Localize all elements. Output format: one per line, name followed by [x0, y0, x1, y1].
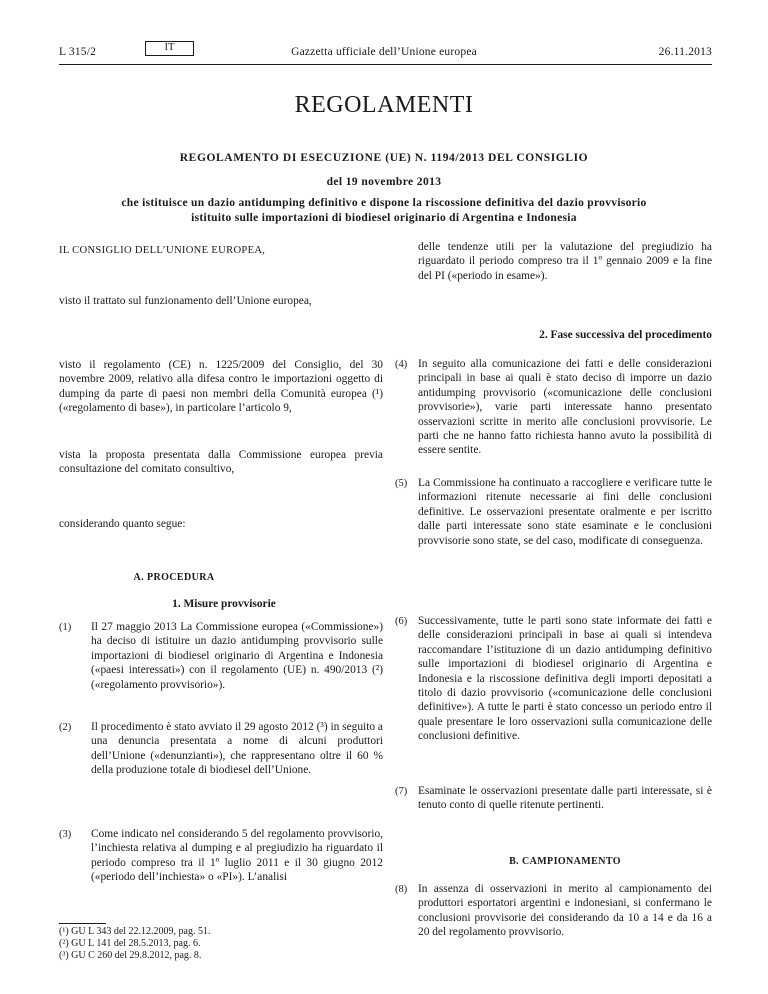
recital-regulation: visto il regolamento (CE) n. 1225/2009 del Consiglio, del 30 novembre 2009, relativo alla difesa contro le importazioni oggetto di dumping da parte di paesi non membri della Comunità europea (¹) («regolamento di base»), in particolare l’articolo 9, — [59, 359, 383, 415]
footnote-rule — [59, 923, 106, 924]
header-rule — [59, 64, 712, 65]
paragraph-number: (1) — [59, 622, 72, 633]
paragraph-number: (8) — [395, 884, 408, 895]
heading-fase-successiva: 2. Fase successiva del procedimento — [539, 329, 712, 341]
paragraph-number: (7) — [395, 786, 408, 797]
council-heading: IL CONSIGLIO DELL’UNIONE EUROPEA, — [59, 245, 266, 256]
paragraph-number: (6) — [395, 616, 408, 627]
paragraph-1: Il 27 maggio 2013 La Commissione europea («Commissione») ha deciso di istituire un dazio antidumping provvisorio sulle importazioni di biodiesel originario di Argentina e Indonesia («paesi interessati») con il regolamento (UE) n. 490/2013 (²) («regolamento provvisorio»). — [91, 621, 383, 691]
footnote-2: (²) GU L 141 del 28.5.2013, pag. 6. — [59, 938, 201, 949]
paragraph-number: (4) — [395, 359, 408, 370]
regulation-date: del 19 novembre 2013 — [326, 176, 442, 188]
paragraph-4: In seguito alla comunicazione dei fatti e delle considerazioni principali in base ai quali è stato deciso di imporre un dazio antidumping provvisorio («comunicazione delle conclusioni provvisorie»), varie parti interessate hanno presentato osservazioni scritte in merito alle conclusioni provvisorie. Le parti che ne hanno fatto richiesta hanno avuto la possibilità di essere sentite. — [418, 358, 712, 457]
page-reference: L 315/2 — [59, 46, 97, 58]
footnote-1: (¹) GU L 343 del 22.12.2009, pag. 51. — [59, 926, 211, 937]
paragraph-number: (2) — [59, 722, 72, 733]
considerando-intro: considerando quanto segue: — [59, 518, 186, 530]
recital-treaty: visto il trattato sul funzionamento dell’Unione europea, — [59, 295, 312, 307]
paragraph-number: (3) — [59, 829, 72, 840]
paragraph-2: Il procedimento è stato avviato il 29 agosto 2012 (³) in seguito a una denuncia presentata a nome di alcuni produttori dell’Unione («denunzianti»), che rappresentano oltre il 60 % della produzione totale di biodiesel dell’Unione. — [91, 721, 383, 777]
heading-campionamento: B. CAMPIONAMENTO — [509, 856, 621, 867]
language-code: IT — [145, 41, 194, 56]
section-title: REGOLAMENTI — [294, 92, 474, 118]
journal-title: Gazzetta ufficiale dell’Unione europea — [291, 46, 477, 58]
analysis-continuation: delle tendenze utili per la valutazione del pregiudizio ha riguardato il periodo compreso tra il 1º gennaio 2009 e la fine del PI («periodo in esame»). — [418, 241, 712, 282]
paragraph-6: Successivamente, tutte le parti sono state informate dei fatti e delle considerazioni principali in base ai quali si intendeva raccomandare l’istituzione di un dazio antidumping definitivo sulle importazioni di biodiesel originario di Argentina e Indonesia e la riscossione definitiva degli importi depositati a titolo di dazio provvisorio («comunicazione delle conclusioni definitive»). A tutte le parti è stato concesso un periodo entro il quale presentare le loro osservazioni sulla comunicazione delle conclusioni definitive. — [418, 615, 712, 743]
regulation-title: REGOLAMENTO DI ESECUZIONE (UE) N. 1194/2013 DEL CONSIGLIO — [179, 152, 589, 164]
paragraph-8: In assenza di osservazioni in merito al campionamento dei produttori esportatori argentini e indonesiani, si confermano le conclusioni provvisorie dei considerando da 10 a 14 e da 16 a 20 del regolamento provvisorio. — [418, 883, 712, 939]
footnote-3: (³) GU C 260 del 29.8.2012, pag. 8. — [59, 950, 202, 961]
heading-procedura: A. PROCEDURA — [133, 572, 215, 583]
recital-proposal: vista la proposta presentata dalla Commissione europea previa consultazione del comitato consultivo, — [59, 449, 383, 476]
paragraph-3: Come indicato nel considerando 5 del regolamento provvisorio, l’inchiesta relativa al dumping e al pregiudizio ha riguardato il periodo compreso tra il 1º luglio 2011 e il 30 giugno 2012 («periodo dell’inchiesta» o «PI»). L’analisi — [91, 828, 383, 884]
publication-date: 26.11.2013 — [658, 46, 712, 58]
regulation-subtitle: che istituisce un dazio antidumping definitivo e dispone la riscossione definitiva del dazio provvisorio istituito sulle importazioni di biodiesel originario di Argentina e Indonesia — [121, 197, 647, 224]
paragraph-number: (5) — [395, 478, 408, 489]
heading-misure-provvisorie: 1. Misure provvisorie — [172, 598, 276, 610]
paragraph-5: La Commissione ha continuato a raccogliere e verificare tutte le informazioni ritenute necessarie ai fini delle conclusioni definitive. Le osservazioni presentate oralmente e per iscritto dalle parti interessate sono state esaminate e le conclusioni provvisorie sono state, se del caso, modificate di conseguenza. — [418, 477, 712, 547]
paragraph-7: Esaminate le osservazioni presentate dalle parti interessate, si è tenuto conto di quelle ritenute pertinenti. — [418, 785, 712, 812]
